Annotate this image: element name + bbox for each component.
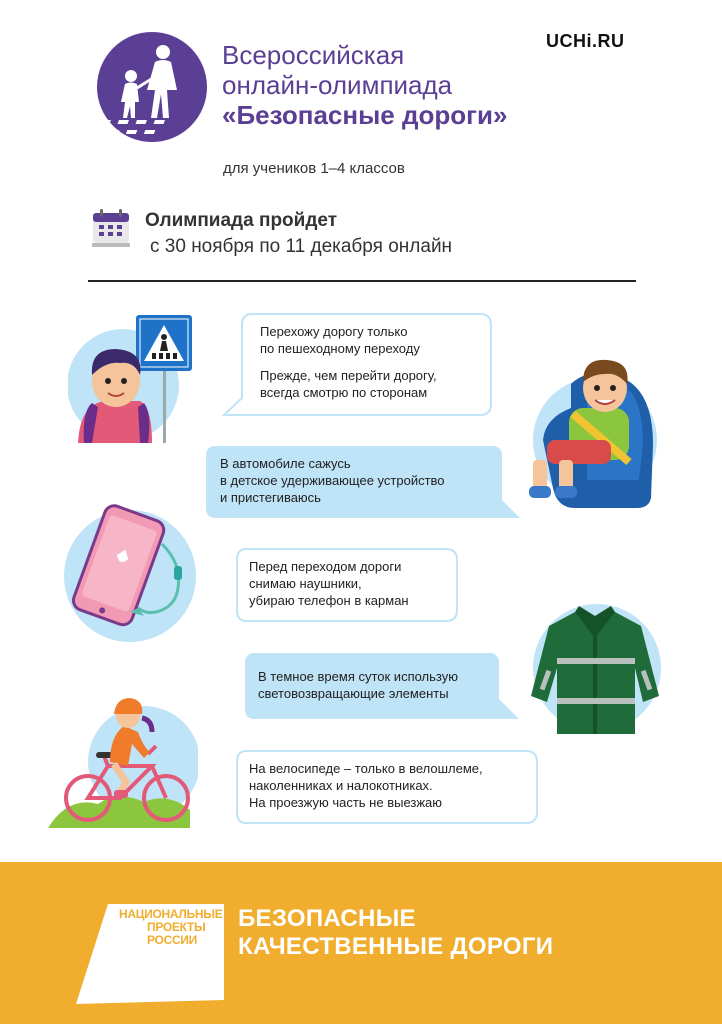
tip-phone-line-1: Перед переходом дороги — [249, 559, 402, 574]
schedule-dates: с 30 ноября по 11 декабря онлайн — [150, 236, 453, 257]
tip-look-line-2: всегда смотрю по сторонам — [260, 385, 428, 400]
tip-car-line-1: В автомобиле сажусь — [220, 456, 351, 471]
tip-car-line-3: и пристегиваюсь — [220, 490, 321, 505]
tip-bubble-crossing — [222, 313, 492, 416]
boy-crosswalk-illustration — [68, 303, 198, 443]
olympiad-logo — [97, 32, 207, 142]
tip-car-line-2: в детское удерживающее устройство — [220, 473, 445, 488]
phone-headphones-illustration — [58, 504, 208, 644]
schedule-title: Олимпиада пройдет — [145, 210, 338, 231]
tip-crossing-line-2: по пешеходному переходу — [260, 341, 420, 356]
grade-subtitle: для учеников 1–4 классов — [223, 160, 405, 177]
tip-bubble-phone — [236, 548, 458, 622]
tip-bike-line-3: На проезжую часть не выезжаю — [249, 795, 443, 810]
tip-bike-line-1: На велосипеде – только в велошлеме, — [249, 761, 483, 776]
project-line-1: БЕЗОПАСНЫЕ — [238, 905, 416, 932]
badge-line-2: ПРОЕКТЫ — [147, 920, 206, 934]
pedestrians-icon — [97, 32, 207, 142]
badge-line-1: НАЦИОНАЛЬНЫЕ — [119, 907, 223, 921]
uchi-logo: UCHi.RU — [546, 31, 625, 51]
project-name — [238, 905, 553, 961]
tip-bike-line-2: наколенниках и налокотниках. — [249, 778, 433, 793]
project-line-2: КАЧЕСТВЕННЫЕ ДОРОГИ — [238, 933, 554, 960]
tip-phone-line-3: убираю телефон в карман — [249, 593, 409, 608]
tip-reflect-line-1: В темное время суток использую — [258, 669, 458, 684]
tip-look-line-1: Прежде, чем перейти дорогу, — [260, 368, 437, 383]
national-projects-text — [119, 908, 223, 947]
title-line-2: онлайн-олимпиада — [222, 70, 453, 100]
girl-bicycle-illustration — [48, 686, 198, 828]
calendar-icon — [92, 208, 130, 248]
olympiad-title — [222, 40, 552, 130]
title-line-3: «Безопасные дороги» — [222, 100, 508, 130]
reflective-jacket-illustration — [525, 598, 665, 738]
tip-bubble-bicycle — [236, 750, 538, 824]
tip-crossing-line-1: Перехожу дорогу только — [260, 324, 408, 339]
tip-bubble-car-seat — [206, 446, 520, 518]
tip-reflect-line-2: световозвращающие элементы — [258, 686, 449, 701]
tip-phone-line-2: снимаю наушники, — [249, 576, 362, 591]
tip-bubble-reflective — [245, 653, 519, 719]
section-divider — [88, 280, 636, 282]
badge-line-3: РОССИИ — [147, 933, 197, 947]
title-line-1: Всероссийская — [222, 40, 405, 70]
child-car-seat-illustration — [525, 348, 660, 518]
